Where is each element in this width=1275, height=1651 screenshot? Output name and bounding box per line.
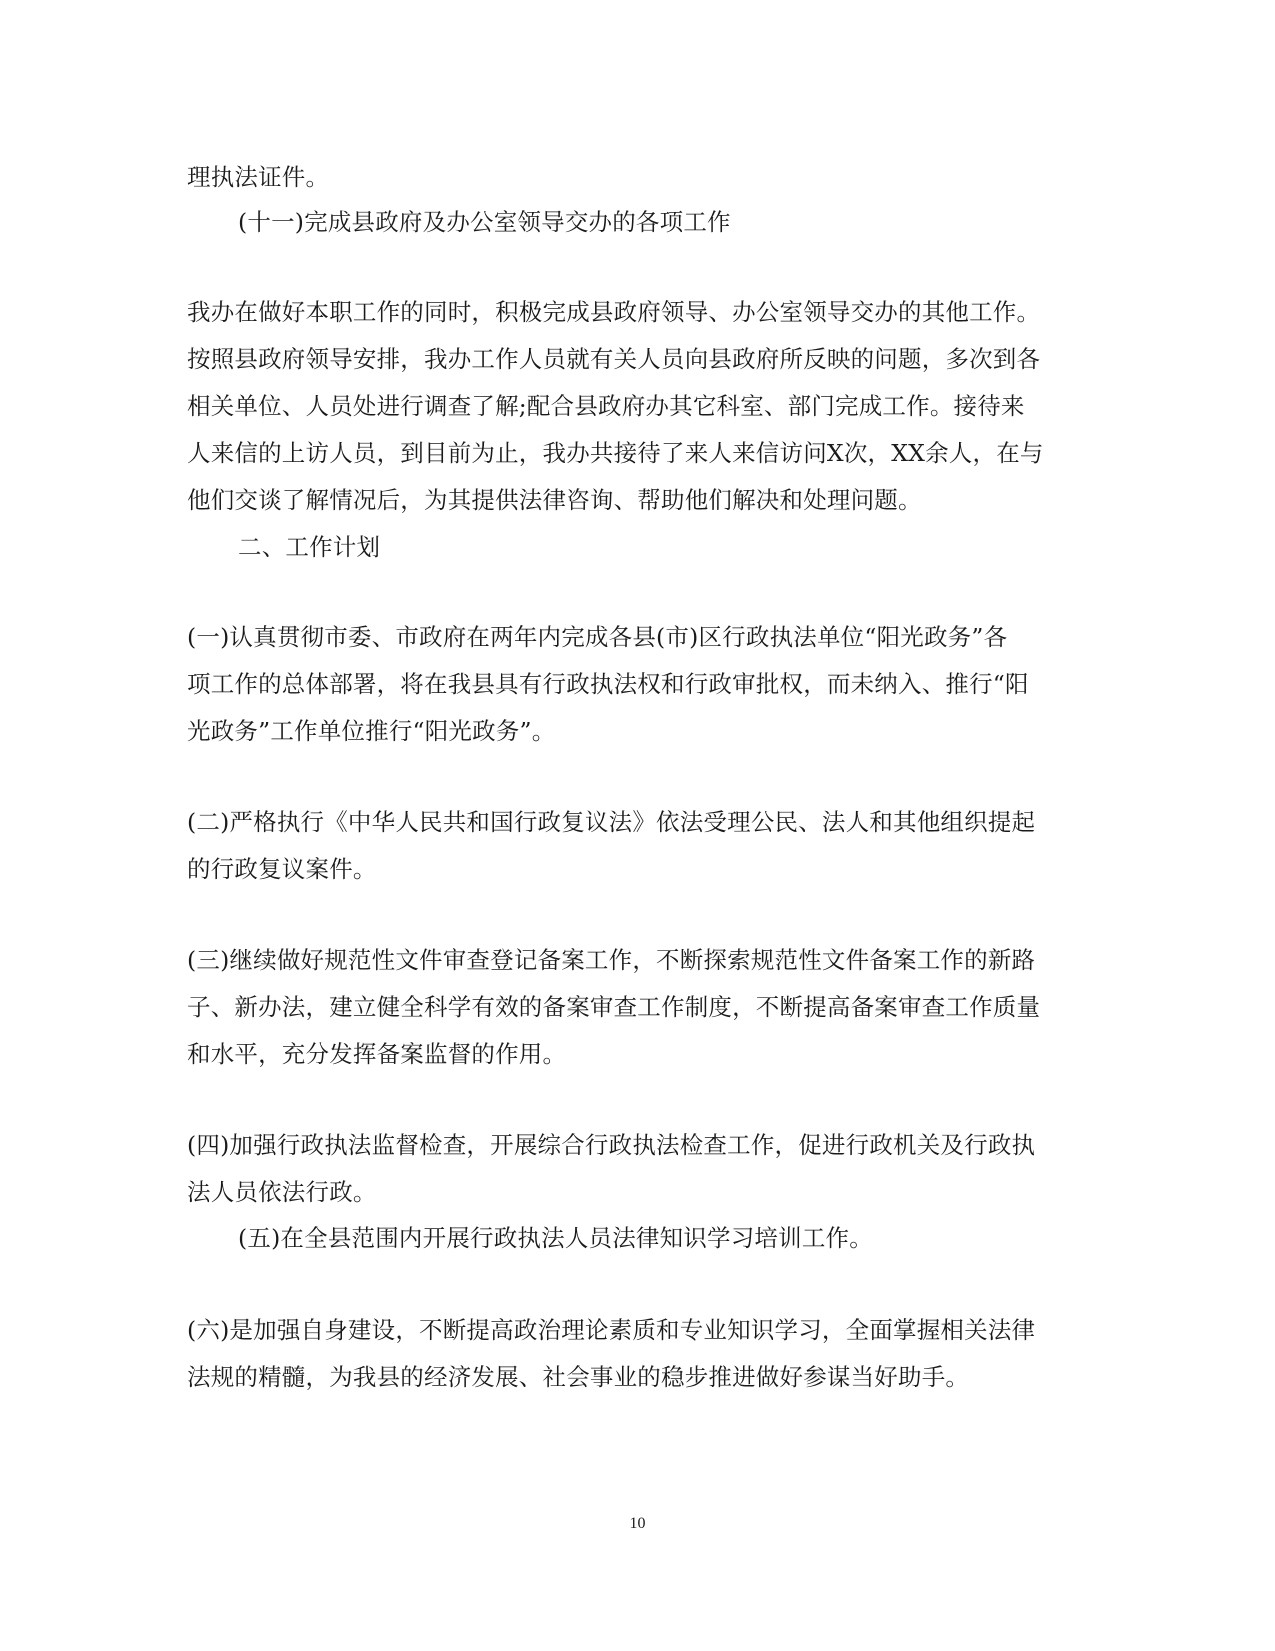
text-line: 和水平，充分发挥备案监督的作用。 [187, 1040, 567, 1068]
page-number: 10 [629, 1515, 646, 1532]
text-line: (五)在全县范围内开展行政执法人员法律知识学习培训工作。 [238, 1224, 873, 1252]
text-line: 人来信的上访人员，到目前为止，我办共接待了来人来信访问X次，XX余人，在与 [187, 439, 1044, 467]
text-line: 他们交谈了解情况后，为其提供法律咨询、帮助他们解决和处理问题。 [187, 486, 922, 514]
text-line: (二)严格执行《中华人民共和国行政复议法》依法受理公民、法人和其他组织提起 [187, 808, 1036, 836]
text-line: 的行政复议案件。 [187, 855, 377, 883]
text-line: 我办在做好本职工作的同时，积极完成县政府领导、办公室领导交办的其他工作。 [187, 298, 1041, 326]
section-heading: 二、工作计划 [238, 533, 381, 561]
text-line: 项工作的总体部署，将在我县具有行政执法权和行政审批权，而未纳入、推行“阳 [187, 670, 1029, 698]
text-line: (一)认真贯彻市委、市政府在两年内完成各县(市)区行政执法单位“阳光政务”各 [187, 623, 1008, 651]
text-line: (四)加强行政执法监督检查，开展综合行政执法检查工作，促进行政机关及行政执 [187, 1131, 1036, 1159]
text-line: 法人员依法行政。 [187, 1178, 377, 1206]
text-line: 子、新办法，建立健全科学有效的备案审查工作制度，不断提高备案审查工作质量 [187, 993, 1041, 1021]
section-heading: (十一)完成县政府及办公室领导交办的各项工作 [238, 208, 731, 236]
text-line: 光政务”工作单位推行“阳光政务”。 [187, 717, 556, 745]
text-line: 理执法证件。 [187, 163, 330, 191]
text-line: 按照县政府领导安排，我办工作人员就有关人员向县政府所反映的问题，多次到各 [187, 345, 1041, 373]
text-line: 相关单位、人员处进行调查了解;配合县政府办其它科室、部门完成工作。接待来 [187, 392, 1025, 420]
text-line: (六)是加强自身建设，不断提高政治理论素质和专业知识学习，全面掌握相关法律 [187, 1316, 1036, 1344]
text-line: (三)继续做好规范性文件审查登记备案工作，不断探索规范性文件备案工作的新路 [187, 946, 1036, 974]
text-line: 法规的精髓，为我县的经济发展、社会事业的稳步推进做好参谋当好助手。 [187, 1363, 970, 1391]
